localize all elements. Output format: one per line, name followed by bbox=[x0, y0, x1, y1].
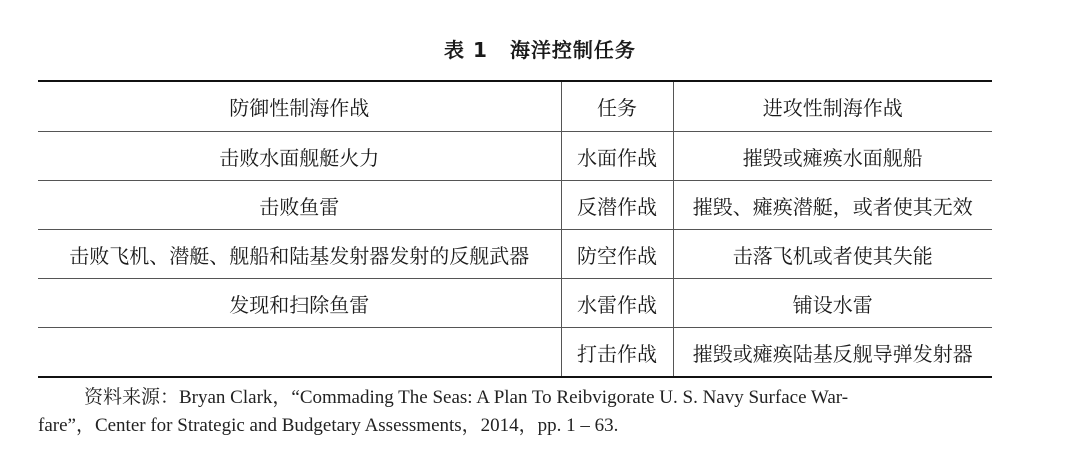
cell-defensive bbox=[38, 328, 561, 378]
source-note-line-2: fare”，Center for Strategic and Budgetary Assessments，2014，pp. 1 – 63. bbox=[38, 415, 619, 436]
source-note bbox=[38, 384, 998, 440]
cell-offensive: 击落飞机或者使其失能 bbox=[673, 230, 992, 279]
cell-offensive: 摧毁或瘫痪水面舰船 bbox=[673, 132, 992, 181]
cell-defensive: 击败水面舰艇火力 bbox=[38, 132, 561, 181]
table-row bbox=[38, 132, 992, 181]
table-row bbox=[38, 181, 992, 230]
cell-defensive: 发现和扫除鱼雷 bbox=[38, 279, 561, 328]
table-title-text: 海洋控制任务 bbox=[509, 38, 636, 62]
cell-mission: 防空作战 bbox=[561, 230, 673, 279]
cell-offensive: 铺设水雷 bbox=[673, 279, 992, 328]
cell-offensive: 摧毁、瘫痪潜艇，或者使其无效 bbox=[673, 181, 992, 230]
table-row bbox=[38, 328, 992, 378]
header-offensive: 进攻性制海作战 bbox=[673, 81, 992, 132]
table-title bbox=[0, 34, 1080, 63]
cell-mission: 水面作战 bbox=[561, 132, 673, 181]
cell-defensive: 击败飞机、潜艇、舰船和陆基发射器发射的反舰武器 bbox=[38, 230, 561, 279]
source-note-line-1: 资料来源：Bryan Clark，“Commading The Seas: A Plan To Reibvigorate U. S. Navy Surface War- bbox=[84, 387, 849, 408]
table-row bbox=[38, 230, 992, 279]
header-mission: 任务 bbox=[561, 81, 673, 132]
table-header-row bbox=[38, 81, 992, 132]
cell-defensive: 击败鱼雷 bbox=[38, 181, 561, 230]
cell-mission: 打击作战 bbox=[561, 328, 673, 378]
table-number: 表 1 bbox=[444, 38, 488, 62]
cell-offensive: 摧毁或瘫痪陆基反舰导弹发射器 bbox=[673, 328, 992, 378]
cell-mission: 水雷作战 bbox=[561, 279, 673, 328]
table-row bbox=[38, 279, 992, 328]
sea-control-table bbox=[38, 80, 992, 378]
header-defensive: 防御性制海作战 bbox=[38, 81, 561, 132]
cell-mission: 反潜作战 bbox=[561, 181, 673, 230]
